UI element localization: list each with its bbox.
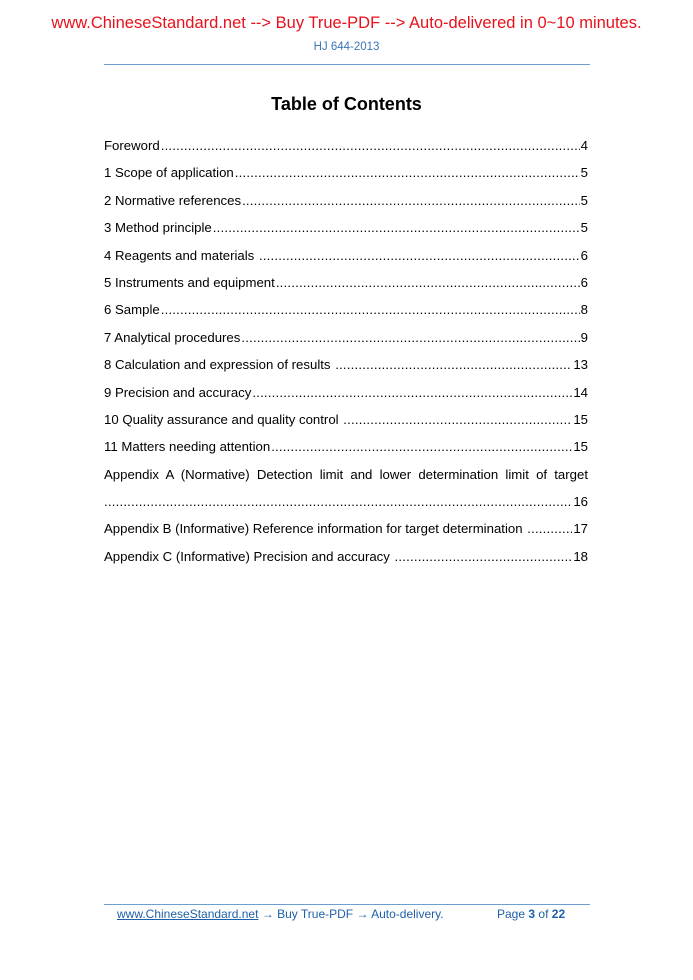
dot-leader: [271, 439, 572, 454]
toc-entry-label: 9 Precision and accuracy: [104, 384, 252, 400]
dot-leader: [335, 357, 572, 372]
dot-leader: [252, 385, 572, 400]
toc-entry-appendix-c[interactable]: [104, 549, 588, 576]
page-word: Page: [497, 907, 526, 921]
toc-entry-page: 6: [580, 247, 588, 263]
toc-entry-label: 7 Analytical procedures: [104, 329, 241, 345]
toc-entry-matters[interactable]: [104, 439, 588, 466]
page-title: Table of Contents: [271, 94, 422, 114]
dot-leader: [161, 138, 580, 153]
toc-entry-label: 6 Sample: [104, 302, 160, 318]
toc-entry-appendix-b[interactable]: [104, 521, 588, 548]
toc-entry-appendix-a-continued[interactable]: [104, 494, 588, 521]
dot-leader: [242, 193, 580, 208]
dot-leader: [259, 248, 580, 263]
toc-entry-label: Appendix B (Informative) Reference information for target determination: [104, 521, 527, 537]
footer-site-link[interactable]: www.ChineseStandard.net: [117, 907, 259, 921]
dot-leader: [527, 521, 572, 536]
header-divider: [104, 64, 590, 65]
top-banner[interactable]: www.ChineseStandard.net --> Buy True-PDF --> Auto-delivered in 0~10 minutes.: [51, 14, 642, 32]
toc-entry-page: 18: [573, 548, 588, 564]
dot-leader: [343, 412, 572, 427]
toc-entry-precision[interactable]: [104, 385, 588, 412]
footer-divider: [104, 904, 590, 905]
toc-entry-scope[interactable]: [104, 165, 588, 192]
toc-entry-label: 1 Scope of application: [104, 165, 234, 181]
dot-leader: [276, 275, 580, 290]
toc-entry-calculation[interactable]: [104, 357, 588, 384]
toc-entry-label: Appendix C (Informative) Precision and accuracy: [104, 548, 394, 564]
toc-entry-analytical-procedures[interactable]: [104, 330, 588, 357]
toc-entry-sample[interactable]: [104, 302, 588, 329]
toc-entry-quality-assurance[interactable]: [104, 412, 588, 439]
toc-entry-appendix-a[interactable]: [104, 467, 588, 494]
toc-entry-label: 8 Calculation and expression of results: [104, 357, 335, 373]
document-number: HJ 644-2013: [313, 41, 380, 53]
page-indicator: [497, 907, 565, 921]
toc-entry-label: 2 Normative references: [104, 192, 242, 208]
toc-entry-page: 16: [573, 494, 588, 510]
dot-leader: [395, 549, 573, 564]
toc-entry-page: 5: [580, 165, 588, 181]
toc-entry-page: 8: [580, 302, 588, 318]
total-pages: 22: [551, 907, 566, 921]
toc-entry-label: 3 Method principle: [104, 220, 212, 236]
toc-entry-label: 5 Instruments and equipment: [104, 274, 275, 290]
toc-entry-page: 15: [573, 439, 588, 455]
toc-entry-page: 6: [580, 274, 588, 290]
dot-leader: [235, 165, 580, 180]
footer: [117, 907, 566, 921]
toc-entry-page: 5: [580, 220, 588, 236]
dot-leader: [213, 220, 580, 235]
dot-leader: [161, 302, 580, 317]
toc-entry-page: 17: [573, 521, 588, 537]
toc-entry-label: 10 Quality assurance and quality control: [104, 411, 343, 427]
toc-entry-label: 11 Matters needing attention: [104, 439, 271, 455]
footer-tail-text: → Buy True-PDF → Auto-delivery.: [258, 907, 444, 921]
toc-entry-page: 14: [573, 384, 588, 400]
table-of-contents: [104, 138, 588, 576]
toc-entry-reagents[interactable]: [104, 248, 588, 275]
toc-entry-instruments[interactable]: [104, 275, 588, 302]
toc-entry-page: 13: [573, 357, 588, 373]
toc-entry-page: 4: [580, 138, 588, 153]
current-page-number: 3: [528, 907, 536, 921]
toc-entry-label: 4 Reagents and materials: [104, 247, 258, 263]
toc-entry-page: 5: [580, 192, 588, 208]
toc-entry-label: Appendix A (Normative) Detection limit and lower determination limit of target: [104, 466, 588, 482]
toc-entry-page: 15: [573, 411, 588, 427]
toc-entry-method-principle[interactable]: [104, 220, 588, 247]
toc-entry-label: Foreword: [104, 138, 160, 153]
toc-entry-foreword[interactable]: [104, 138, 588, 165]
toc-entry-page: 9: [580, 329, 588, 345]
dot-leader: [241, 330, 579, 345]
dot-leader: [104, 494, 572, 509]
toc-entry-normative-references[interactable]: [104, 193, 588, 220]
of-word: of: [538, 907, 549, 921]
